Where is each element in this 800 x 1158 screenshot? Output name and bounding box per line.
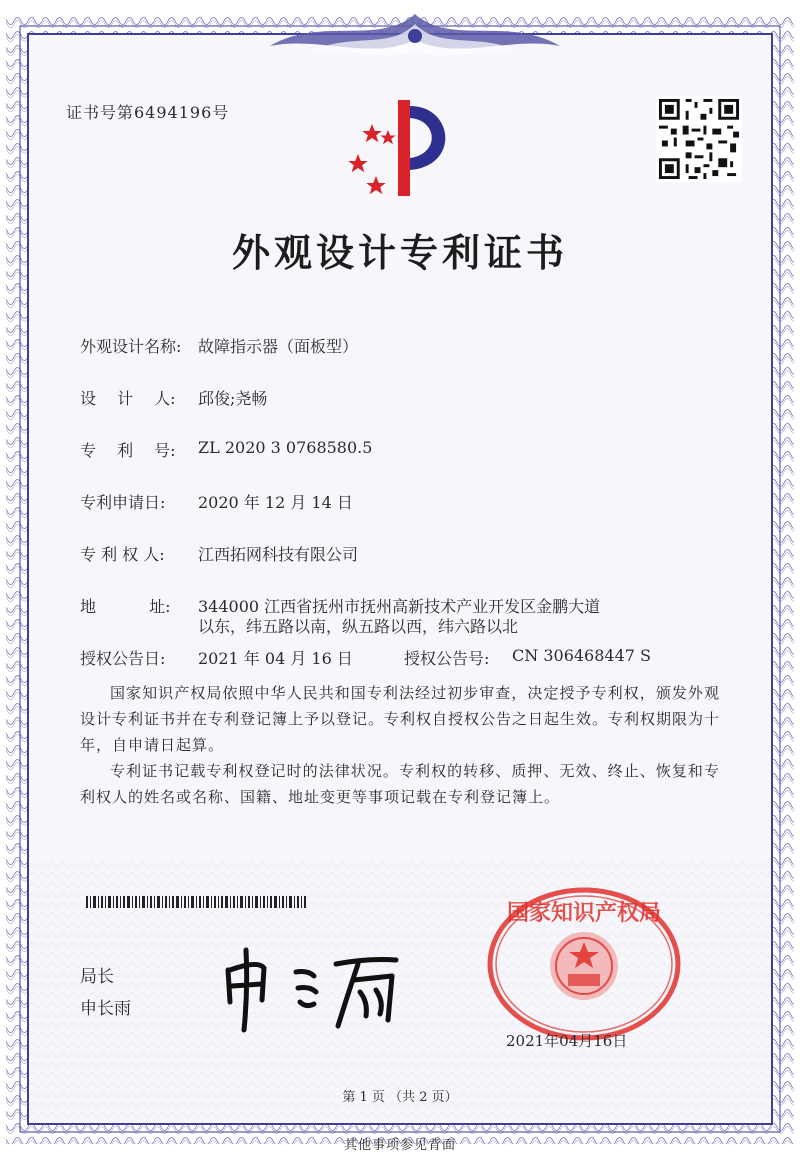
official-seal <box>484 884 684 1044</box>
grant-number-value: CN 306468447 S <box>512 646 651 665</box>
top-ornament <box>260 6 570 68</box>
barcode-icon <box>86 896 306 908</box>
qr-code-icon <box>656 96 742 182</box>
director-signature <box>218 930 418 1040</box>
address-label: 地 址: <box>80 597 171 616</box>
director-name: 申长雨 <box>80 999 131 1019</box>
design-name-label: 外观设计名称: <box>80 337 182 356</box>
patentee-value: 江西拓网科技有限公司 <box>198 545 359 564</box>
address-line2: 以东，纬五路以南，纵五路以西，纬六路以北 <box>198 617 519 636</box>
cnipa-emblem-icon <box>336 96 466 206</box>
certificate-number: 证书号第6494196号 <box>66 103 230 122</box>
footer-note: 其他事项参见背面 <box>343 1138 456 1153</box>
designer-label: 设 计 人: <box>80 389 176 408</box>
grant-number-label: 授权公告号: <box>404 649 490 668</box>
body-paragraph-1: 国家知识产权局依照中华人民共和国专利法经过初步审查，决定授予专利权，颁发外观设计专利证书并在专利登记簿上予以登记。专利权自授权公告之日起生效。专利权期限为十年，自申请日起算。 <box>80 684 721 754</box>
director-title: 局长 <box>80 967 114 987</box>
page-number: 第 1 页 （共 2 页） <box>342 1090 458 1105</box>
grant-date-label: 授权公告日: <box>80 649 166 668</box>
patent-number-label: 专 利 号: <box>80 441 176 460</box>
seal-date: 2021年04月16日 <box>506 1032 628 1050</box>
certificate-title: 外观设计专利证书 <box>231 230 568 275</box>
design-name-value: 故障指示器（面板型） <box>198 337 359 356</box>
designer-value: 邱俊;尧畅 <box>198 389 268 408</box>
seal-text: 国家知识产权局 <box>506 901 662 926</box>
filing-date-value: 2020 年 12 月 14 日 <box>198 493 353 512</box>
patentee-label: 专 利 权 人: <box>80 545 165 564</box>
body-paragraph-2: 专利证书记载专利权登记时的法律状况。专利权的转移、质押、无效、终止、恢复和专利权人的姓名或名称、国籍、地址变更等事项记载在专利登记簿上。 <box>80 762 720 806</box>
grant-date-value: 2021 年 04 月 16 日 <box>198 649 353 668</box>
address-line1: 344000 江西省抚州市抚州高新技术产业开发区金鹏大道 <box>198 597 601 616</box>
patent-number-value: ZL 2020 3 0768580.5 <box>198 438 373 457</box>
certificate-body <box>80 680 720 810</box>
filing-date-label: 专利申请日: <box>80 493 166 512</box>
